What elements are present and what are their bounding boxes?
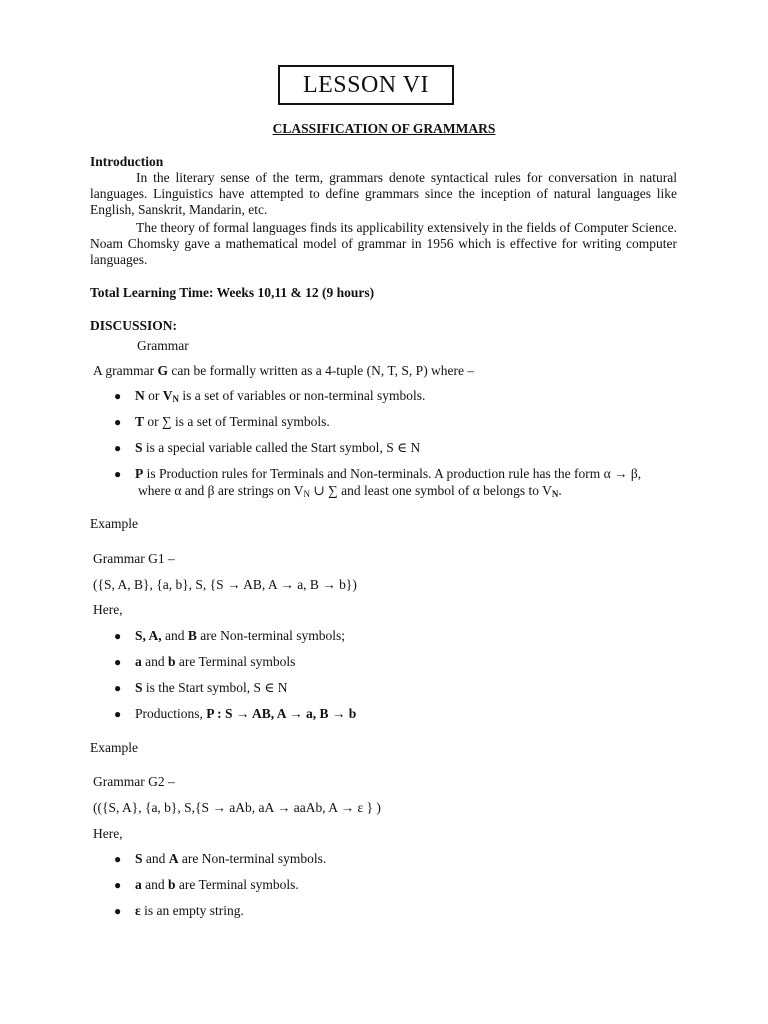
bullet-icon: ● (114, 467, 122, 481)
bullet-icon: ● (114, 707, 122, 721)
list-item: ● N or $V_N$ is a set of variables or non-terminal symbols. (114, 388, 426, 404)
list-item: ● a and b are Terminal symbols (114, 654, 296, 669)
intro-label: Introduction (90, 154, 164, 169)
lesson-title-box (278, 65, 454, 105)
list-item: ● S, A, and B are Non-terminal symbols; (114, 628, 345, 643)
list-item-continuation: where α and β are strings on $V_N$ ∪ ∑ and least one symbol of α belongs to $V_N$. (138, 483, 562, 499)
bullet-icon: ● (114, 852, 122, 866)
bullet-icon: ● (114, 441, 122, 455)
list-item: ● S and A are Non-terminal symbols. (114, 851, 327, 866)
list-item: ● ε is an empty string. (114, 903, 244, 918)
example-label: Example (90, 516, 138, 531)
intro-paragraph-2: The theory of formal languages finds its applicability extensively in the fields of Computer Science. Noam Chomsky gave a mathematical model of grammar in 1956 which is effective for writing computer languages. (90, 220, 677, 267)
list-item: ● T or ∑ is a set of Terminal symbols. (114, 414, 330, 429)
list-item: ● Productions, P : S → AB, A → a, B → b (114, 706, 357, 721)
learning-time: Total Learning Time: Weeks 10,11 & 12 (9 hours) (90, 285, 375, 300)
list-item: ● a and b are Terminal symbols. (114, 877, 299, 892)
here-label: Here, (93, 602, 123, 617)
intro-paragraph-1: In the literary sense of the term, grammars denote syntactical rules for conversation in natural languages. Linguistics have attempted to define grammars since the inception of natural languages like English, Sanskrit, Mandarin, etc. (90, 170, 677, 217)
bullet-icon: ● (114, 389, 122, 403)
discussion-label: DISCUSSION: (90, 318, 178, 333)
grammar-g2-tuple: (({S, A}, {a, b}, S,{S → aAb, aA → aaAb, A → ε } ) (93, 800, 381, 815)
lesson-title: LESSON VI (302, 71, 430, 98)
bullet-icon: ● (114, 415, 122, 429)
bullet-icon: ● (114, 655, 122, 669)
bullet-icon: ● (114, 878, 122, 892)
grammar-definition: A grammar G can be formally written as a 4-tuple (N, T, S, P) where – (93, 363, 475, 378)
bullet-icon: ● (114, 681, 122, 695)
list-item: ● P is Production rules for Terminals and Non-terminals. A production rule has the form α → β, (114, 466, 642, 481)
list-item: ● S is the Start symbol, S ∈ N (114, 680, 288, 695)
grammar-g1-tuple: ({S, A, B}, {a, b}, S, {S → AB, A → a, B → b}) (93, 577, 357, 592)
list-item: ● S is a special variable called the Start symbol, S ∈ N (114, 440, 421, 455)
section-heading: CLASSIFICATION OF GRAMMARS (272, 121, 496, 136)
example-label: Example (90, 740, 138, 755)
bullet-icon: ● (114, 629, 122, 643)
grammar-g2-label: Grammar G2 – (93, 774, 175, 789)
here-label: Here, (93, 826, 123, 841)
grammar-g1-label: Grammar G1 – (93, 551, 175, 566)
grammar-label: Grammar (137, 338, 189, 353)
bullet-icon: ● (114, 904, 122, 918)
